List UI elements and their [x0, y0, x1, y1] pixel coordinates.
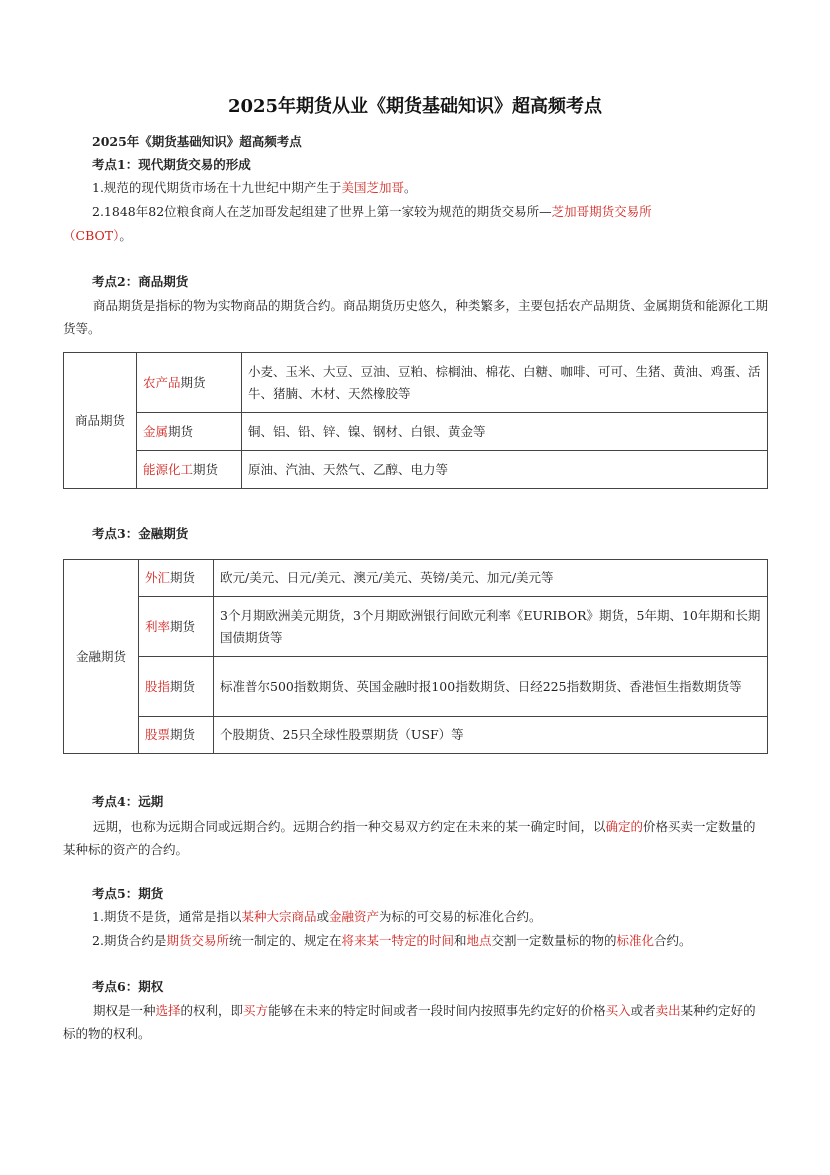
- section-3-heading: 考点3：金融期货: [92, 526, 189, 541]
- category-cell: 金融期货: [64, 560, 139, 754]
- subcategory-cell: [139, 597, 214, 657]
- section-5-line-1: [92, 906, 542, 928]
- section-1-heading: 考点1：现代期货交易的形成: [92, 157, 251, 172]
- highlight: 股票: [145, 727, 171, 742]
- text: 。: [119, 228, 132, 243]
- text: 2.期货合约是: [92, 933, 167, 948]
- highlight: 农产品: [143, 374, 181, 390]
- section-1-line-3: [63, 225, 132, 247]
- content-cell: 个股期货、25只全球性股票期货（USF）等: [214, 717, 768, 754]
- section-4-paragraph: [63, 815, 768, 861]
- highlight: 利率: [145, 618, 171, 634]
- highlight: 金融资产: [328, 909, 379, 924]
- subtitle: 2025年《期货基础知识》超高频考点: [92, 134, 302, 149]
- section-2-paragraph: 商品期货是指标的物为实物商品的期货合约。商品期货历史悠久，种类繁多，主要包括农产品期货、金属期货和能源化工期货等。: [63, 298, 769, 336]
- content-cell: 小麦、玉米、大豆、豆油、豆粕、棕榈油、棉花、白糖、咖啡、可可、生猪、黄油、鸡蛋、活牛、猪腩、木材、天然橡胶等: [242, 353, 768, 413]
- highlight: 卖出: [655, 1003, 681, 1018]
- text: 期货: [180, 374, 206, 390]
- table-row: [64, 717, 768, 754]
- section-2-heading: 考点2：商品期货: [92, 274, 189, 289]
- highlight: 芝加哥期货交易所: [551, 204, 652, 219]
- highlight: 标准化: [616, 933, 655, 948]
- table-row: [64, 413, 768, 451]
- text: 期货: [170, 678, 196, 694]
- text: 或者: [630, 1003, 656, 1018]
- table-row: [64, 657, 768, 717]
- text: 期货: [170, 618, 196, 634]
- subcategory-cell: [139, 657, 214, 717]
- section-6-paragraph: [63, 999, 768, 1045]
- highlight: 期货交易所: [166, 933, 229, 948]
- text: 期货: [170, 727, 196, 742]
- text: 1.规范的现代期货市场在十九世纪中期产生于: [92, 180, 342, 195]
- highlight: 能源化工: [143, 461, 194, 477]
- text: 期货: [170, 570, 196, 585]
- highlight: 外汇: [145, 570, 171, 585]
- text: 或: [316, 909, 329, 924]
- subcategory-cell: [139, 717, 214, 754]
- highlight: 确定的: [605, 819, 644, 834]
- text: 价格买卖一定数量的某种标的资产的合约。: [63, 819, 756, 857]
- text: 2.1848年82位粮食商人在芝加哥发起组建了世界上第一家较为规范的期货交易所—: [92, 204, 552, 219]
- highlight: 地点: [466, 933, 492, 948]
- text: 交割一定数量标的物的: [491, 933, 617, 948]
- content-cell: 铜、铝、铅、锌、镍、钢材、白银、黄金等: [242, 413, 768, 451]
- text: 期权是一种: [93, 1003, 156, 1018]
- highlight: 选择: [155, 1003, 181, 1018]
- section-5-heading: 考点5：期货: [92, 886, 164, 901]
- content-cell: 原油、汽油、天然气、乙醇、电力等: [242, 451, 768, 489]
- category-cell: 商品期货: [64, 353, 137, 489]
- page-title: 2025年期货从业《期货基础知识》超高频考点: [227, 96, 603, 117]
- content-cell: 3个月期欧洲美元期货，3个月期欧洲银行间欧元利率《EURIBOR》期货，5年期、10年期和长期国债期货等: [214, 597, 768, 657]
- text: 的权利，即: [180, 1003, 244, 1018]
- table-row: [64, 451, 768, 489]
- content-cell: 欧元/美元、日元/美元、澳元/美元、英镑/美元、加元/美元等: [214, 560, 768, 597]
- highlight: 买入: [605, 1003, 631, 1018]
- text: 。: [403, 180, 417, 195]
- highlight: 金属: [143, 423, 169, 439]
- text: 远期，也称为远期合同或远期合约。远期合约指一种交易双方约定在未来的某一确定时间，以: [93, 819, 606, 834]
- highlight: 某种大宗商品: [241, 909, 317, 924]
- text: 和: [453, 933, 467, 948]
- text: 合约。: [654, 933, 692, 948]
- highlight: 买方: [243, 1003, 269, 1018]
- highlight: 股指: [145, 678, 171, 694]
- table-row: [64, 353, 768, 413]
- section-4-heading: 考点4：远期: [92, 794, 164, 809]
- section-1-line-1: [92, 177, 416, 199]
- text: 统一制定的、规定在: [228, 933, 342, 948]
- text: 为标的可交易的标准化合约。: [378, 909, 542, 924]
- text: 某种约定好的标的物的权利。: [63, 1003, 756, 1041]
- content-cell: 标准普尔500指数期货、英国金融时报100指数期货、日经225指数期货、香港恒生指数期货等: [214, 657, 768, 717]
- table-row: [64, 597, 768, 657]
- section-1-line-2: [92, 201, 652, 223]
- highlight: 将来某一特定的时间: [341, 933, 454, 948]
- text: 能够在未来的特定时间或者一段时间内按照事先约定好的价格: [268, 1003, 606, 1018]
- section-5-line-2: [92, 930, 692, 952]
- section-6-heading: 考点6：期权: [92, 979, 164, 994]
- subcategory-cell: [139, 560, 214, 597]
- commodity-futures-table: [63, 352, 768, 489]
- table-row: [64, 560, 768, 597]
- subcategory-cell: [137, 451, 242, 489]
- subcategory-cell: [137, 413, 242, 451]
- financial-futures-table: [63, 559, 768, 754]
- subcategory-cell: [137, 353, 242, 413]
- highlight: 美国芝加哥: [341, 180, 404, 195]
- text: 期货: [168, 423, 194, 439]
- text: 期货: [193, 461, 219, 477]
- highlight: （CBOT）: [63, 228, 120, 243]
- text: 1.期货不是货，通常是指以: [92, 909, 242, 924]
